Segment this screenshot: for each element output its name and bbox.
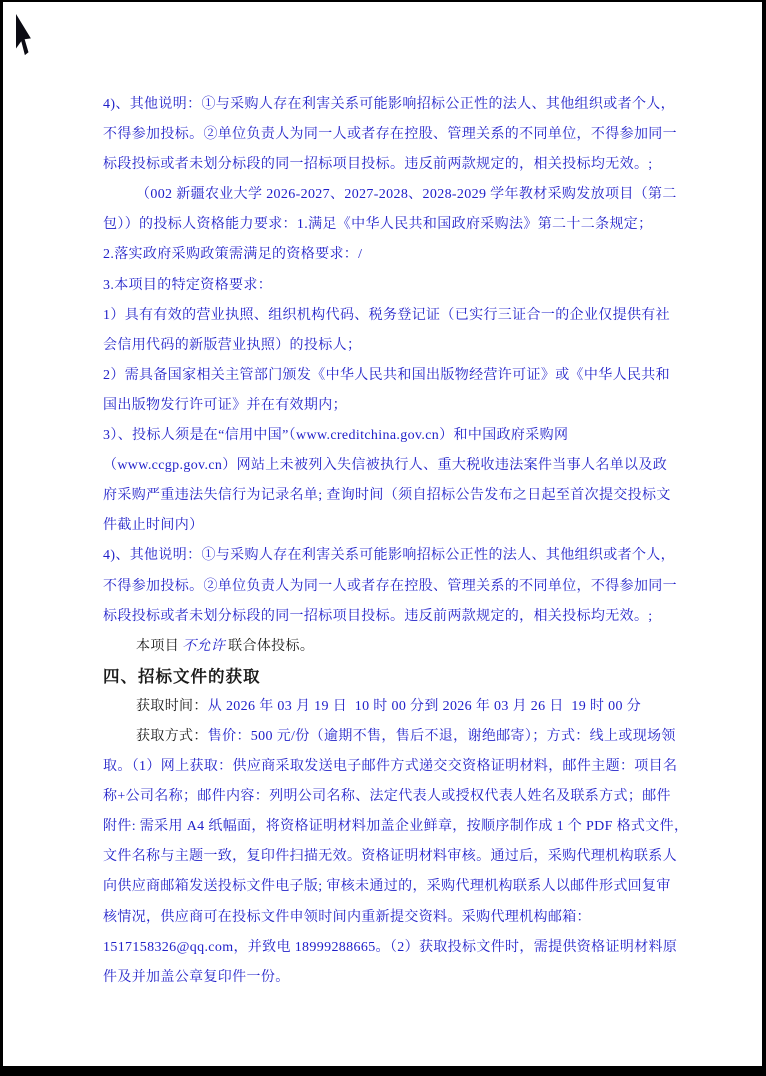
- text-segment: 获取时间：: [136, 698, 208, 714]
- text-segment: 附件: 需采用 A4 纸幅面，将资格证明材料加盖企业鲜章，按顺序制作成 1 个 PDF 格式文件，: [103, 819, 689, 835]
- text-line: [103, 361, 693, 391]
- text-segment: 3）、投标人须是在“信用中国”（www.creditchina.gov.cn）和中国政府采购网: [103, 428, 569, 444]
- text-segment: 四、招标文件的获取: [103, 666, 261, 686]
- text-line: [103, 240, 693, 270]
- text-segment: 件截止时间内）: [103, 518, 204, 534]
- text-segment: 会信用代码的新版营业执照）的投标人；: [103, 337, 362, 353]
- text-line: [103, 271, 693, 301]
- text-segment: 核情况，供应商可在投标文件申领时间内重新提交资料。采购代理机构邮箱：: [103, 909, 591, 925]
- text-line: [103, 782, 693, 812]
- document-content: [103, 90, 693, 993]
- text-segment: 联合体投标。: [228, 638, 315, 654]
- text-line: [103, 541, 693, 571]
- text-segment: 标段投标或者未划分标段的同一招标项目投标。违反前两款规定的，相关投标均无效。;: [103, 157, 653, 173]
- text-segment: 府采购严重违法失信行为记录名单; 查询时间（须自招标公告发布之日起至首次提交投标文: [103, 488, 671, 504]
- text-segment: 2.落实政府采购政策需满足的资格要求：/: [103, 247, 363, 263]
- text-line: [103, 692, 693, 722]
- text-segment: 包））的投标人资格能力要求：1.满足《中华人民共和国政府采购法》第二十二条规定；: [103, 217, 653, 233]
- text-line: [103, 872, 693, 902]
- text-line: [103, 511, 693, 541]
- text-line: [103, 331, 693, 361]
- text-segment: 2）需具备国家相关主管部门颁发《中华人民共和国出版物经营许可证》或《中华人民共和: [103, 367, 670, 383]
- section-heading: [103, 662, 693, 692]
- text-line: [103, 933, 693, 963]
- text-line: [103, 451, 693, 481]
- text-segment: 文件名称与主题一致，复印件扫描无效。资格证明材料审核。通过后，采购代理机构联系人: [103, 849, 677, 865]
- text-line: [103, 301, 693, 331]
- text-line: [103, 421, 693, 451]
- text-segment: 称+公司名称；邮件内容：列明公司名称、法定代表人或授权代表人姓名及联系方式；邮件: [103, 789, 671, 805]
- text-segment: 件及并加盖公章复印件一份。: [103, 969, 290, 985]
- text-segment: 3.本项目的特定资格要求：: [103, 277, 273, 293]
- text-segment: 不允许: [182, 638, 226, 654]
- text-segment: 1517158326@qq.com，并致电 18999288665。（2）获取投标文件时，需提供资格证明材料原: [103, 939, 678, 955]
- text-segment: 售价：500 元/份（逾期不售，售后不退，谢绝邮寄）；方式：线上或现场领: [207, 728, 676, 744]
- text-segment: 不得参加投标。②单位负责人为同一人或者存在控股、管理关系的不同单位，不得参加同一: [103, 578, 677, 594]
- text-segment: （002 新疆农业大学 2026-2027、2027-2028、2028-2029 学年教材采购发放项目（第二: [136, 187, 677, 203]
- text-segment: 向供应商邮箱发送投标文件电子版; 审核未通过的，采购代理机构联系人以邮件形式回复审: [103, 879, 671, 895]
- text-segment: 取。（1）网上获取：供应商采取发送电子邮件方式递交交资格证明材料，邮件主题：项目名: [103, 759, 678, 775]
- text-line: [103, 812, 693, 842]
- text-segment: （www.ccgp.gov.cn）网站上未被列入失信被执行人、重大税收违法案件当事人名单以及政: [103, 458, 668, 474]
- text-line: [103, 602, 693, 632]
- text-segment: 获取方式：: [136, 728, 208, 744]
- text-line: [103, 722, 693, 752]
- text-segment: 4)、其他说明：①与采购人存在利害关系可能影响招标公正性的法人、其他组织或者个人，: [103, 548, 676, 564]
- text-line: [103, 210, 693, 240]
- text-line: [103, 903, 693, 933]
- arrow-cursor-icon: [16, 14, 40, 56]
- text-line: [103, 180, 693, 210]
- text-line: [103, 150, 693, 180]
- text-line: [103, 90, 693, 120]
- text-segment: 国出版物发行许可证》并在有效期内；: [103, 397, 347, 413]
- text-segment: 标段投标或者未划分标段的同一招标项目投标。违反前两款规定的，相关投标均无效。;: [103, 608, 653, 624]
- text-segment: 本项目: [136, 638, 180, 654]
- text-line: [103, 481, 693, 511]
- text-line: [103, 963, 693, 993]
- text-segment: 不得参加投标。②单位负责人为同一人或者存在控股、管理关系的不同单位，不得参加同一: [103, 127, 677, 143]
- text-line: [103, 842, 693, 872]
- text-line: [103, 572, 693, 602]
- text-line: [103, 752, 693, 782]
- text-line: [103, 632, 693, 662]
- text-segment: 1）具有有效的营业执照、组织机构代码、税务登记证（已实行三证合一的企业仅提供有社: [103, 307, 670, 323]
- text-line: [103, 391, 693, 421]
- text-segment: 从 2026 年 03 月 19 日 10 时 00 分到 2026 年 03 月 26 日 19 时 00 分: [207, 698, 642, 714]
- text-line: [103, 120, 693, 150]
- text-segment: 4)、其他说明：①与采购人存在利害关系可能影响招标公正性的法人、其他组织或者个人，: [103, 97, 676, 112]
